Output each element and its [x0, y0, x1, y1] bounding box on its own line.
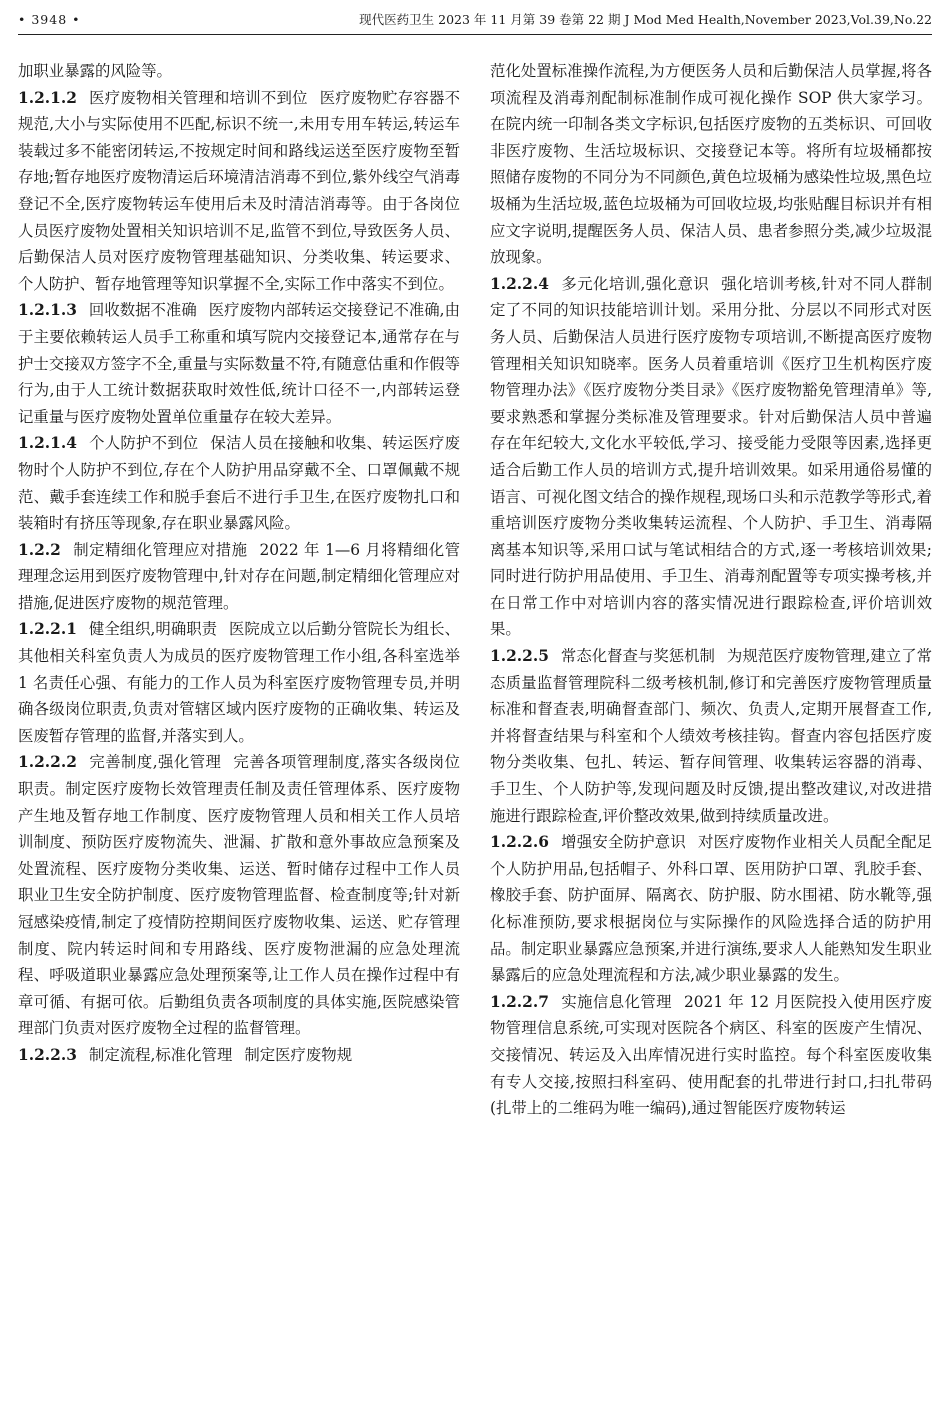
section-number: 1.2.1.4 — [18, 434, 77, 453]
section-title: 医疗废物相关管理和培训不到位 — [88, 88, 308, 107]
paragraph-text: 为规范医疗废物管理,建立了常态质量监督管理院科二级考核机制,修订和完善医疗废物管理质量标准和督查表,明确督查部门、频次、负责人,定期开展督查工作,并将督查结果与科室和个人绩效考核挂钩。督查内容包括医疗废物分类收集、包扎、转运、暂存间管理、收集转运容器的消毒、手卫生、个人防护等,发现问题及时反馈,提出整改建议,对改进措施进行跟踪检查,评价整改效果,做到持续质量改进。 — [490, 647, 932, 825]
paragraph-text: 保洁人员在接触和收集、转运医疗废物时个人防护不到位,存在个人防护用品穿戴不全、口罩佩戴不规范、戴手套连续工作和脱手套后不进行手卫生,在医疗废物扎口和装箱时有挤压等现象,存在职业暴露风险。 — [18, 434, 460, 533]
paragraph: 加职业暴露的风险等。 — [18, 62, 172, 80]
paragraph-1-2-2-6 — [490, 829, 932, 989]
section-title: 制定流程,标准化管理 — [88, 1045, 233, 1064]
paragraph-text: 制定医疗废物规 — [244, 1045, 353, 1064]
section-title: 制定精细化管理应对措施 — [72, 540, 248, 559]
section-number: 1.2.2.1 — [18, 620, 77, 639]
journal-citation: 现代医药卫生 2023 年 11 月第 39 卷第 22 期 J Mod Med Health,November 2023,Vol.39,No.22 — [359, 12, 932, 27]
section-title: 增强安全防护意识 — [560, 833, 687, 852]
paragraph-1-2-1-2 — [18, 85, 460, 298]
section-number: 1.2.2.3 — [18, 1045, 77, 1064]
paragraph-text: 2021 年 12 月医院投入使用医疗废物管理信息系统,可实现对医院各个病区、科室的医废产生情况、交接情况、转运及入出库情况进行实时监控。每个科室医废收集有专人交接,按照扫科室码、使用配套的扎带进行封口,扫扎带码(扎带上的二维码为唯一编码),通过智能医疗废物转运 — [490, 992, 932, 1118]
paragraph-1-2-2-7 — [490, 989, 932, 1122]
paragraph-1-2-2-2 — [18, 749, 460, 1042]
section-title: 完善制度,强化管理 — [88, 753, 222, 772]
paragraph-text: 医疗废物贮存容器不规范,大小与实际使用不匹配,标识不统一,未用专用车转运,转运车装载过多不能密闭转运,不按规定时间和路线运送至医疗废物至暂存地;暂存地医疗废物清运后环境清洁消毒不到位,紫外线空气消毒登记不全,医疗废物转运车使用后未及时清洁消毒等。由于各岗位人员医疗废物处置相关知识培训不足,监管不到位,导致医务人员、后勤保洁人员对医疗废物管理基础知识、分类收集、转运要求、个人防护、暂存地管理等知识掌握不全,实际工作中落实不到位。 — [18, 88, 460, 293]
paragraph-text: 医院成立以后勤分管院长为组长、其他相关科室负责人为成员的医疗废物管理工作小组,各科室选举 1 名责任心强、有能力的工作人员为科室医疗废物管理专员,并明确各级岗位职责,负责对管辖区域内医疗废物的正确收集、转运及医废暂存管理的监督,并落实到人。 — [18, 620, 460, 745]
paragraph-1-2-2-5 — [490, 643, 932, 829]
paragraph-1-2-2-4 — [490, 271, 932, 643]
paragraph-1-2-2-3 — [18, 1042, 460, 1069]
section-title: 个人防护不到位 — [88, 434, 199, 453]
section-number: 1.2.2.4 — [490, 274, 549, 293]
section-number: 1.2.2.7 — [490, 992, 549, 1011]
paragraph-text: 医疗废物内部转运交接登记不准确,由于主要依赖转运人员手工称重和填写院内交接登记本,通常存在与护士交接双方签字不全,重量与实际数量不符,有随意估重和作假等行为,由于人工统计数据获取时效性低,统计口径不一,内部转运登记重量与医疗废物处置单位重量存在较大差异。 — [18, 301, 460, 426]
paragraph: 范化处置标准操作流程,为方便医务人员和后勤保洁人员掌握,将各项流程及消毒剂配制标准制作成可视化操作 SOP 供大家学习。在院内统一印制各类文字标识,包括医疗废物的五类标识、可回收非医疗废物、生活垃圾标识、交接登记本等。将所有垃圾桶都按照储存废物的不同分为不同颜色,黄色垃圾桶为感染性垃圾,黑色垃圾桶为生活垃圾,蓝色垃圾桶为可回收垃圾,均张贴醒目标识并有相应文字说明,提醒医务人员、保洁人员、患者参照分类,减少垃圾混放现象。 — [490, 62, 932, 267]
page-number: • 3948 • — [18, 12, 81, 27]
section-title: 实施信息化管理 — [560, 992, 672, 1011]
paragraph-1-2-2-1 — [18, 616, 460, 749]
section-title: 回收数据不准确 — [88, 301, 197, 320]
section-number: 1.2.2.6 — [490, 833, 549, 852]
section-title: 健全组织,明确职责 — [88, 620, 218, 639]
paragraph-1-2-2 — [18, 537, 460, 617]
section-number: 1.2.1.3 — [18, 301, 77, 320]
section-number: 1.2.2.2 — [18, 753, 77, 772]
paragraph-text: 对医疗废物作业相关人员配全配足个人防护用品,包括帽子、外科口罩、医用防护口罩、乳胶手套、橡胶手套、防护面屏、隔离衣、防护服、防水围裙、防水靴等,强化标准预防,要求根据岗位与实际操作的风险选择合适的防护用品。制定职业暴露应急预案,并进行演练,要求人人能熟知发生职业暴露后的应急处理流程和方法,减少职业暴露的发生。 — [490, 833, 932, 985]
section-number: 1.2.1.2 — [18, 88, 77, 107]
section-title: 常态化督查与奖惩机制 — [560, 647, 715, 666]
section-title: 多元化培训,强化意识 — [560, 274, 710, 293]
left-column — [18, 58, 460, 1069]
paragraph-text: 完善各项管理制度,落实各级岗位职责。制定医疗废物长效管理责任制及责任管理体系、医疗废物产生地及暂存地工作制度、医疗废物管理人员和相关工作人员培训制度、预防医疗废物流失、泄漏、扩散和意外事故应急预案及处置流程、医疗废物分类收集、运送、暂时储存过程中工作人员职业卫生安全防护制度、医疗废物管理监督、检查制度等;针对新冠感染疫情,制定了疫情防控期间医疗废物收集、运送、贮存管理制度、院内转运时间和专用路线、医疗废物泄漏的应急处理流程、呼吸道职业暴露应急处理预案等,让工作人员在操作过程中有章可循、有据可依。后勤组负责各项制度的具体实施,医院感染管理部门负责对医疗废物全过程的监督管理。 — [18, 753, 460, 1038]
right-column — [490, 58, 932, 1122]
running-header — [18, 8, 932, 35]
paragraph-1-2-1-4 — [18, 430, 460, 536]
section-number: 1.2.2 — [18, 540, 61, 559]
paragraph-text: 强化培训考核,针对不同人群制定了不同的知识技能培训计划。采用分批、分层以不同形式对医务人员、后勤保洁人员进行医疗废物专项培训,不断提高医疗废物管理相关知识知晓率。医务人员着重培训《医疗卫生机构医疗废物管理办法》《医疗废物分类目录》《医疗废物豁免管理清单》等,要求熟悉和掌握分类标准及管理要求。针对后勤保洁人员中普遍存在年纪较大,文化水平较低,学习、接受能力受限等因素,选择更适合后勤工作人员的培训方式,提升培训效果。如采用通俗易懂的语言、可视化图文结合的操作规程,现场口头和示范教学等形式,着重培训医疗废物分类收集转运流程、个人防护、手卫生、消毒隔离基本知识等,采用口试与笔试相结合的方式,逐一考核培训效果;同时进行防护用品使用、手卫生、消毒剂配置等专项实操考核,并在日常工作中对培训内容的落实情况进行跟踪检查,评价培训效果。 — [490, 274, 932, 639]
paragraph-text: 2022 年 1—6 月将精细化管理理念运用到医疗废物管理中,针对存在问题,制定精细化管理应对措施,促进医疗废物的规范管理。 — [18, 540, 460, 612]
section-number: 1.2.2.5 — [490, 647, 549, 666]
paragraph-1-2-1-3 — [18, 297, 460, 430]
